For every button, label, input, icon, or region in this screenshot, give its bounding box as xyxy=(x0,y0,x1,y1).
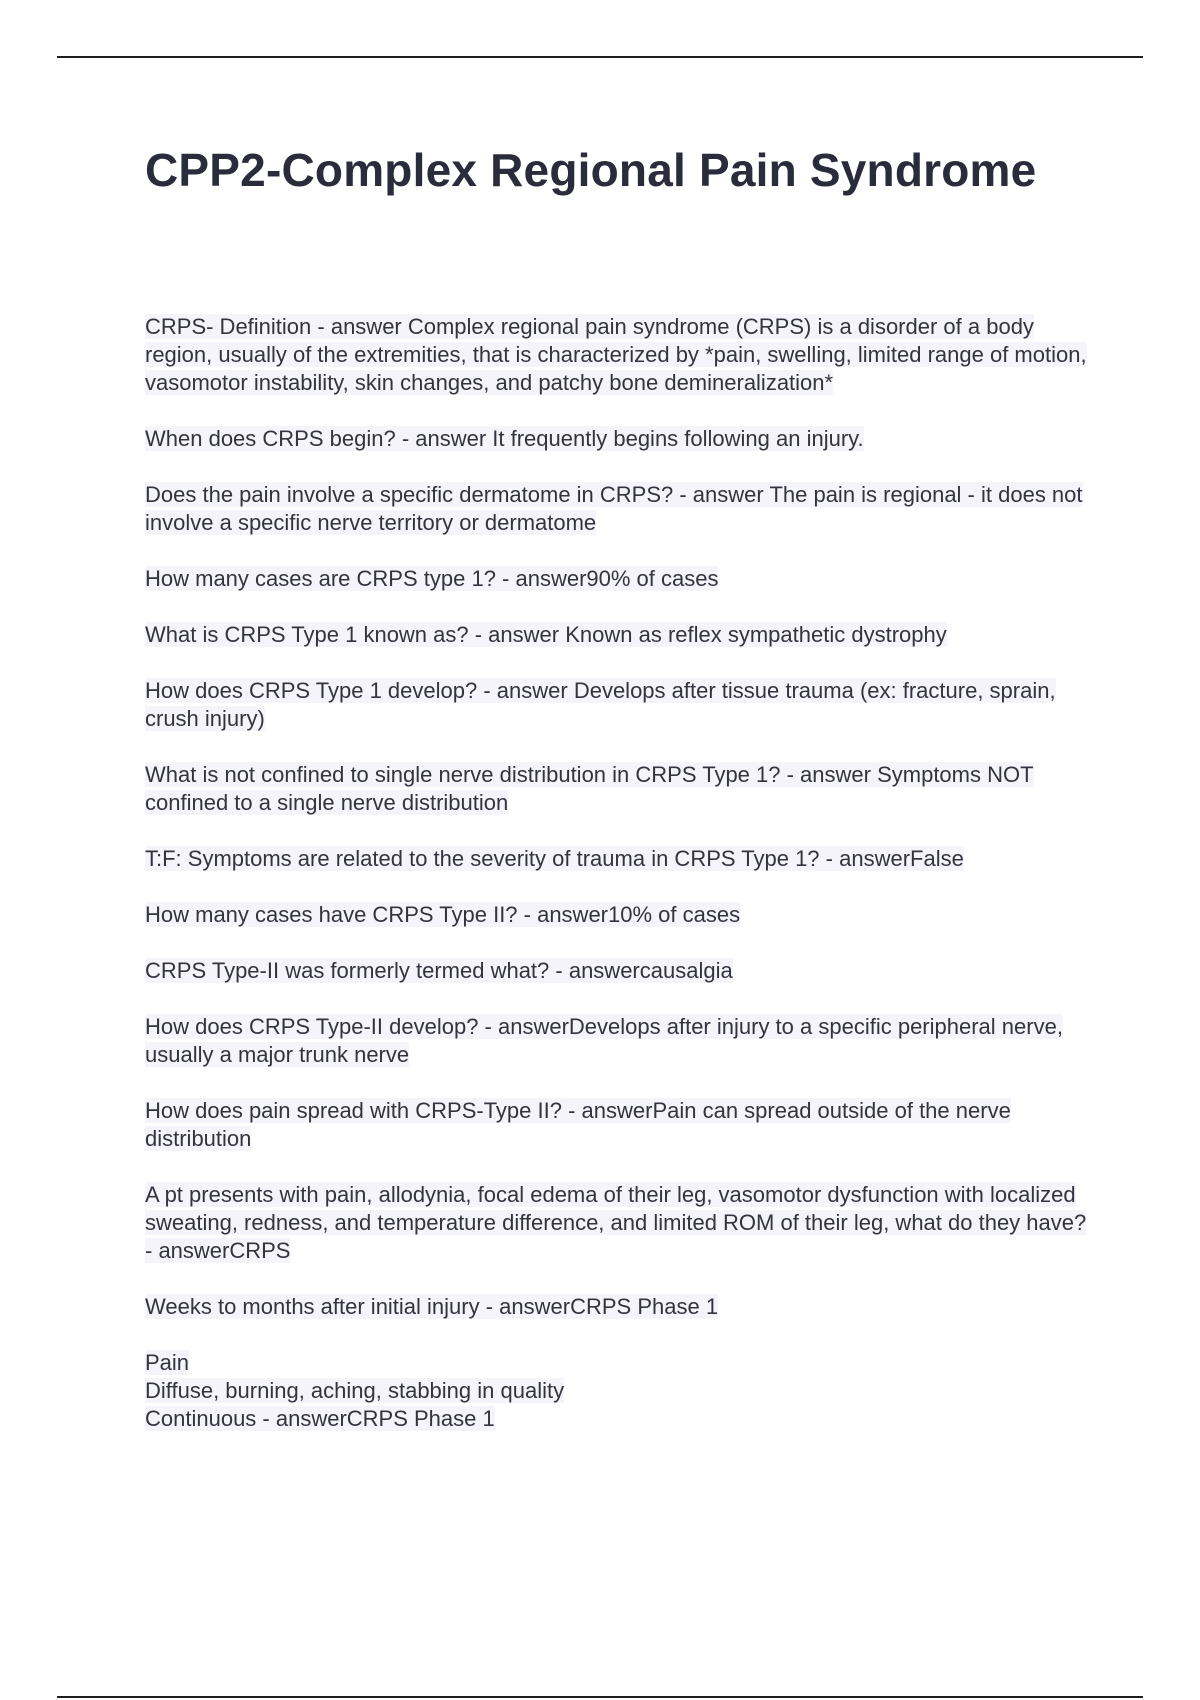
qa-text: Does the pain involve a specific dermatome in CRPS? - answer The pain is regional - it does not involve a specific nerve territory or dermatome xyxy=(145,482,1083,535)
qa-text: How does CRPS Type 1 develop? - answer Develops after tissue trauma (ex: fracture, sprain, crush injury) xyxy=(145,678,1056,731)
qa-item-type2-spread xyxy=(145,1097,1095,1153)
qa-item-definition xyxy=(145,313,1095,397)
qa-text: CRPS Type-II was formerly termed what? - answercausalgia xyxy=(145,958,733,983)
qa-text: How many cases are CRPS type 1? - answer90% of cases xyxy=(145,566,719,591)
document-title: CPP2-Complex Regional Pain Syndrome xyxy=(145,144,1037,196)
qa-item-case-presentation xyxy=(145,1181,1095,1265)
qa-item-type2-former-term xyxy=(145,957,1095,985)
qa-item-onset xyxy=(145,425,1095,453)
qa-text: A pt presents with pain, allodynia, focal edema of their leg, vasomotor dysfunction with localized sweating, redness, and temperature difference, and limited ROM of their leg, what do they have? - answerCRPS xyxy=(145,1182,1087,1263)
qa-list xyxy=(145,313,1095,1461)
qa-item-phase1-timing xyxy=(145,1293,1095,1321)
qa-text: Weeks to months after initial injury - answerCRPS Phase 1 xyxy=(145,1294,719,1319)
qa-text: Pain Diffuse, burning, aching, stabbing in quality Continuous - answerCRPS Phase 1 xyxy=(145,1350,565,1431)
qa-text: CRPS- Definition - answer Complex regional pain syndrome (CRPS) is a disorder of a body region, usually of the extremities, that is characterized by *pain, swelling, limited range of motion, vasomotor instability, skin changes, and patchy bone demineralization* xyxy=(145,314,1087,395)
qa-item-type2-cases xyxy=(145,901,1095,929)
qa-item-type1-cases xyxy=(145,565,1095,593)
qa-item-type1-true-false xyxy=(145,845,1095,873)
qa-text: When does CRPS begin? - answer It frequently begins following an injury. xyxy=(145,426,864,451)
qa-item-dermatome xyxy=(145,481,1095,537)
bottom-rule xyxy=(57,1696,1143,1698)
qa-item-type2-develop xyxy=(145,1013,1095,1069)
qa-text: How many cases have CRPS Type II? - answer10% of cases xyxy=(145,902,741,927)
qa-text: What is not confined to single nerve distribution in CRPS Type 1? - answer Symptoms NOT confined to a single nerve distribution xyxy=(145,762,1034,815)
qa-text: How does pain spread with CRPS-Type II? - answerPain can spread outside of the nerve distribution xyxy=(145,1098,1011,1151)
top-rule xyxy=(57,56,1143,58)
qa-item-type1-known-as xyxy=(145,621,1095,649)
qa-item-phase1-pain xyxy=(145,1349,1095,1433)
qa-text: How does CRPS Type-II develop? - answerDevelops after injury to a specific peripheral nerve, usually a major trunk nerve xyxy=(145,1014,1063,1067)
qa-text: What is CRPS Type 1 known as? - answer Known as reflex sympathetic dystrophy xyxy=(145,622,947,647)
qa-item-type1-develop xyxy=(145,677,1095,733)
qa-item-type1-distribution xyxy=(145,761,1095,817)
qa-text: T:F: Symptoms are related to the severity of trauma in CRPS Type 1? - answerFalse xyxy=(145,846,964,871)
